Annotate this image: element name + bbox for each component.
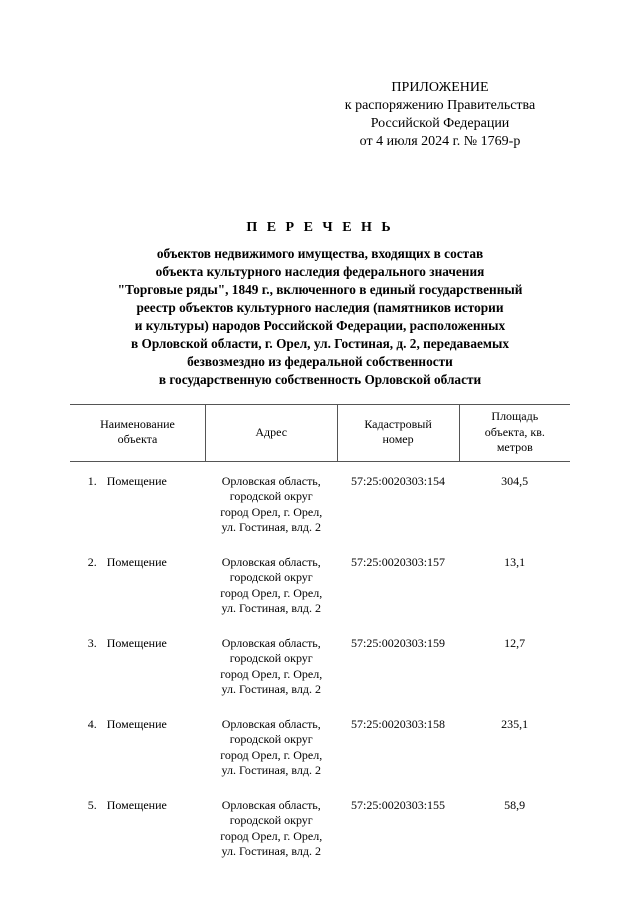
object-area: 235,1 [501, 716, 529, 731]
row-number: 3. [87, 635, 97, 650]
header-area: Площадь объекта, кв. метров [459, 405, 570, 462]
object-area: 12,7 [504, 635, 526, 650]
header-address: Адрес [205, 405, 337, 462]
appendix-block [320, 79, 560, 151]
object-address: Орловская область, городской округ город Орел, г. Орел, ул. Гостиная, влд. 2 [220, 635, 323, 696]
cadastral-number: 57:25:0020303:158 [351, 716, 446, 731]
cadastral-number: 57:25:0020303:157 [351, 554, 446, 569]
row-number: 1. [87, 473, 97, 488]
object-address: Орловская область, городской округ город Орел, г. Орел, ул. Гостиная, влд. 2 [220, 554, 323, 615]
object-address: Орловская область, городской округ город Орел, г. Орел, ул. Гостиная, влд. 2 [220, 716, 323, 777]
cadastral-number: 57:25:0020303:154 [351, 473, 446, 488]
object-name: Помещение [106, 554, 167, 569]
object-area: 304,5 [501, 473, 529, 488]
table-row [70, 798, 570, 879]
object-address: Орловская область, городской округ город Орел, г. Орел, ул. Гостиная, влд. 2 [220, 473, 323, 534]
row-number: 5. [87, 797, 97, 812]
subtitle-line: "Торговые ряды", 1849 г., включенного в единый государственный [117, 282, 523, 297]
table-row [70, 717, 570, 798]
object-address: Орловская область, городской округ город Орел, г. Орел, ул. Гостиная, влд. 2 [220, 797, 323, 858]
table-row [70, 555, 570, 636]
object-name: Помещение [106, 797, 167, 812]
subtitle-line: объектов недвижимого имущества, входящих в состав [156, 246, 484, 261]
subtitle-line: безвозмездно из федеральной собственности [187, 354, 453, 369]
property-table [70, 404, 570, 879]
cadastral-number: 57:25:0020303:159 [351, 635, 446, 650]
object-name: Помещение [106, 716, 167, 731]
appendix-title: ПРИЛОЖЕНИЕ [391, 80, 489, 95]
subtitle-line: в Орловской области, г. Орел, ул. Гостиная, д. 2, передаваемых [131, 336, 509, 351]
document-heading: П Е Р Е Ч Е Н Ь [246, 220, 394, 235]
appendix-date-number: от 4 июля 2024 г. № 1769-р [359, 134, 521, 149]
subtitle-line: объекта культурного наследия федерального значения [155, 264, 485, 279]
subtitle-line: реестр объектов культурного наследия (памятников истории [136, 300, 504, 315]
object-name: Помещение [106, 473, 167, 488]
table-header-row [70, 405, 570, 462]
object-name: Помещение [106, 635, 167, 650]
row-number: 4. [87, 716, 97, 731]
row-number: 2. [87, 554, 97, 569]
document-subtitle [60, 245, 580, 389]
subtitle-line: и культуры) народов Российской Федерации, расположенных [134, 318, 506, 333]
object-area: 13,1 [504, 554, 526, 569]
subtitle-line: в государственную собственность Орловской области [158, 372, 482, 387]
cadastral-number: 57:25:0020303:155 [351, 797, 446, 812]
table-row [70, 636, 570, 717]
object-area: 58,9 [504, 797, 526, 812]
appendix-government-line: Российской Федерации [370, 116, 510, 131]
table-row [70, 474, 570, 555]
header-object-name: Наименование объекта [70, 405, 205, 462]
header-cadastral-number: Кадастровый номер [337, 405, 459, 462]
appendix-order-line: к распоряжению Правительства [344, 98, 536, 113]
